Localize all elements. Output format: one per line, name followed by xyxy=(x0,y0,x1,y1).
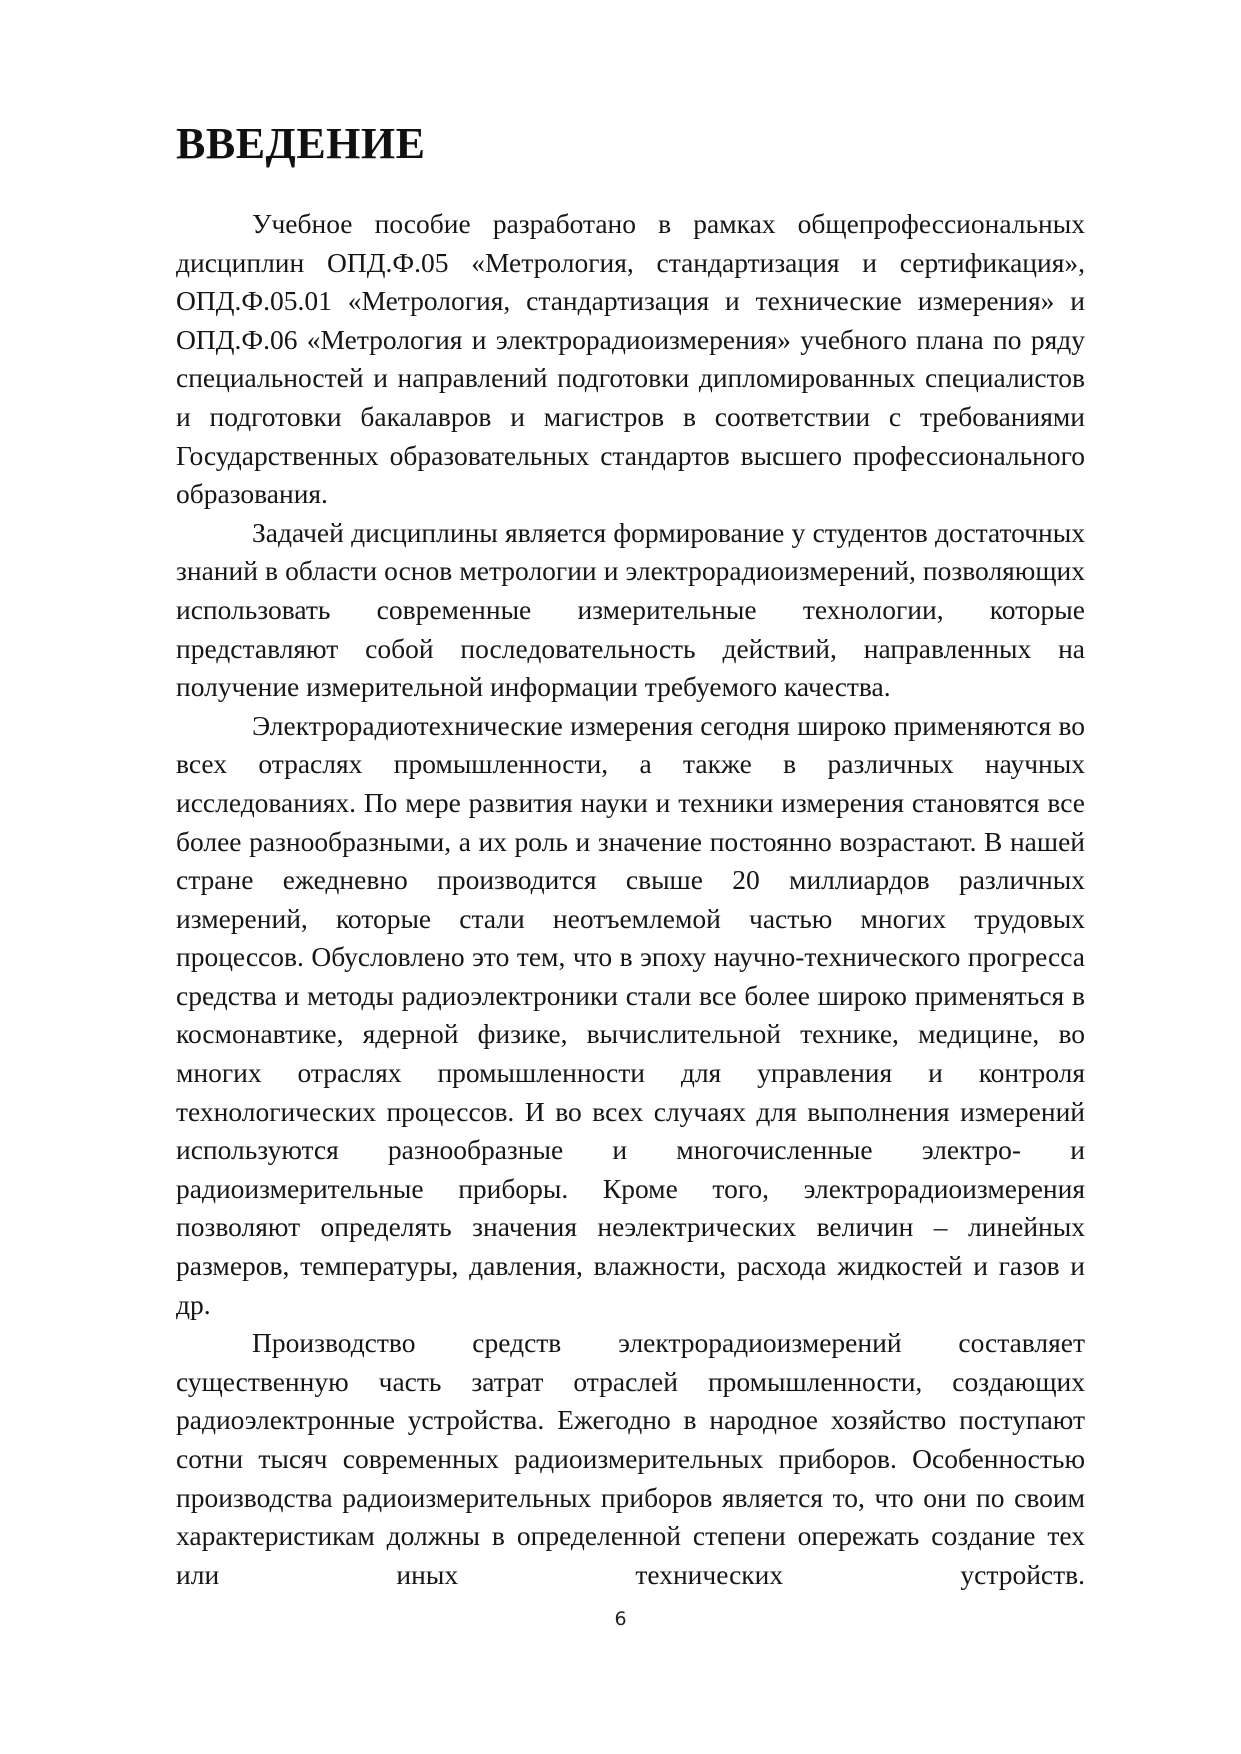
page-title: ВВЕДЕНИЕ xyxy=(176,119,426,168)
page-number: 6 xyxy=(614,1608,627,1630)
body-text xyxy=(176,205,1085,1594)
paragraph: Производство средств электрорадиоизмерений составляет существенную часть затрат отраслей промышленности, создающих радиоэлектронные устройства. Ежегодно в народное хозяйство поступают сотни тысяч современных радиоизмерительных приборов. Особенностью производства радиоизмерительных приборов является то, что они по своим характеристикам должны в определенной степени опережать создание тех или иных технических устройств. xyxy=(176,1327,1085,1590)
paragraph: Электрорадиотехнические измерения сегодня широко применяются во всех отраслях промышленности, а также в различных научных исследованиях. По мере развития науки и техники измерения становятся все более разнообразными, а их роль и значение постоянно возрастают. В нашей стране ежедневно производится свыше 20 миллиардов различных измерений, которые стали неотъемлемой частью многих трудовых процессов. Обусловлено это тем, что в эпоху научно-технического прогресса средства и методы радиоэлектроники стали все более широко применяться в космонавтике, ядерной физике, вычислительной технике, медицине, во многих отраслях промышленности для управления и контроля технологических процессов. И во всех случаях для выполнения измерений используются разнообразные и многочисленные электро- и радиоизмерительные приборы. Кроме того, электрорадиоизмерения позволяют определять значения неэлектрических величин – линейных размеров, температуры, давления, влажности, расхода жидкостей и газов и др. xyxy=(176,709,1085,1320)
paragraph: Задачей дисциплины является формирование у студентов достаточных знаний в области основ метрологии и электрорадиоизмерений, позволяющих использовать современные измерительные технологии, которые представляют собой последовательность действий, направленных на получение измерительной информации требуемого качества. xyxy=(176,516,1085,703)
paragraph: Учебное пособие разработано в рамках общепрофессиональных дисциплин ОПД.Ф.05 «Метрология, стандартизация и сертификация», ОПД.Ф.05.01 «Метрология, стандартизация и технические измерения» и ОПД.Ф.06 «Метрология и электрорадиоизмерения» учебного плана по ряду специальностей и направлений подготовки дипломированных специалистов и подготовки бакалавров и магистров в соответствии с требованиями Государственных образовательных стандартов высшего профессионального образования. xyxy=(176,208,1085,510)
